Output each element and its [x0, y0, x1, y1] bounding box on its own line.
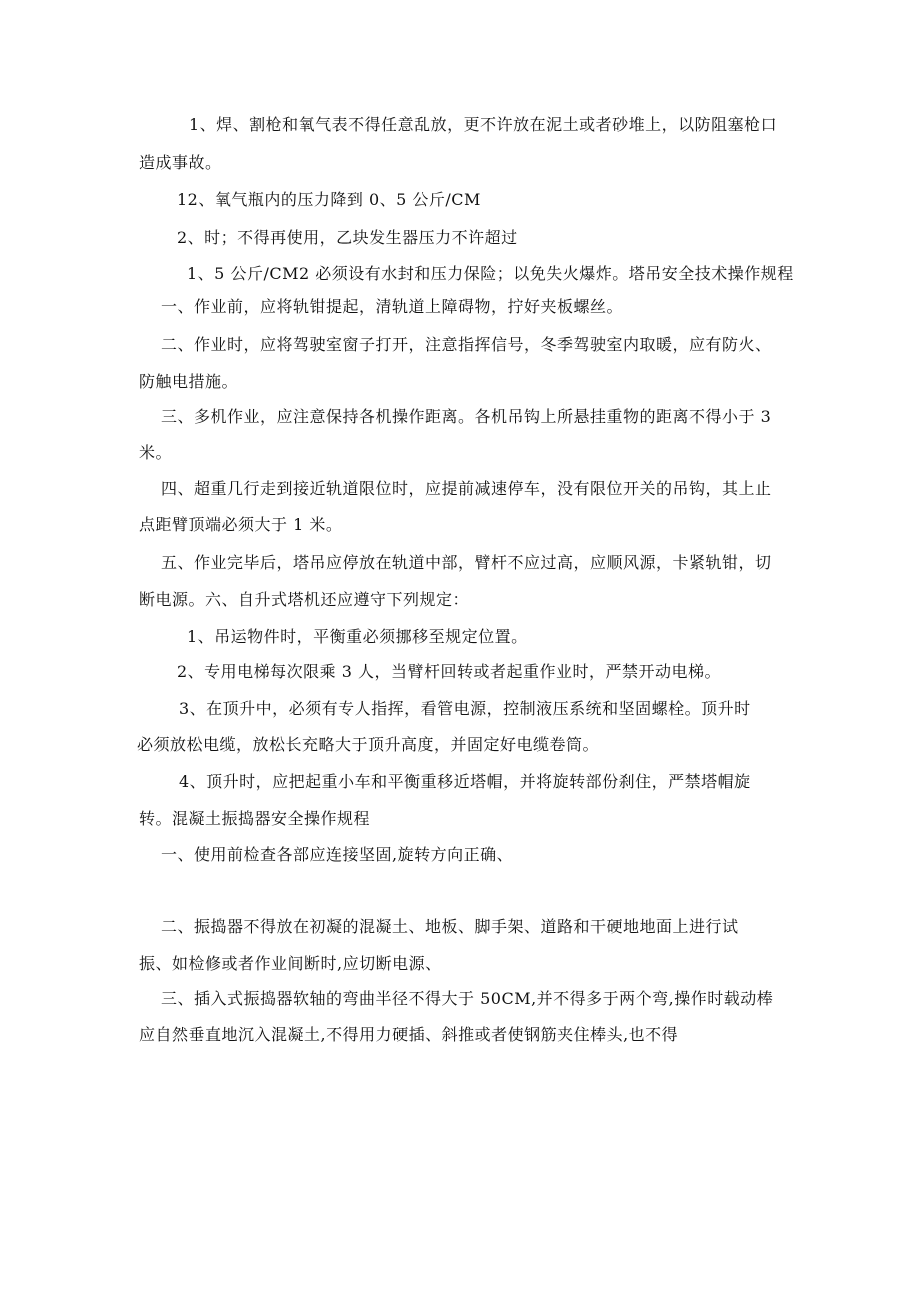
- text-line: 必须放松电缆，放松长充略大于顶升高度，并固定好电缆卷筒。: [137, 735, 600, 754]
- text-line: 1、焊、割枪和氧气表不得任意乱放，更不许放在泥土或者砂堆上，以防阻塞枪口: [189, 115, 778, 134]
- text-line: 一、使用前检查各部应连接坚固,旋转方向正确、: [161, 845, 514, 864]
- text-line: 米。: [139, 443, 173, 462]
- text-line: 二、振捣器不得放在初凝的混凝土、地板、脚手架、道路和干硬地地面上进行试: [161, 917, 739, 936]
- text-line: 五、作业完毕后，塔吊应停放在轨道中部，臂杆不应过高，应顺风源，卡紧轨钳，切: [161, 553, 772, 572]
- text-line: 造成事故。: [139, 153, 222, 172]
- text-line: 12、氧气瓶内的压力降到 0、5 公斤/CM: [177, 190, 481, 209]
- text-line: 4、顶升时，应把起重小车和平衡重移近塔帽，并将旋转部份刹住，严禁塔帽旋: [179, 772, 751, 791]
- text-line: 转。混凝土振捣器安全操作规程: [139, 809, 371, 828]
- text-line: 一、作业前，应将轨钳提起，清轨道上障碍物，拧好夹板螺丝。: [161, 297, 624, 316]
- text-line: 振、如检修或者作业间断时,应切断电源、: [139, 954, 442, 973]
- text-line: 1、5 公斤/CM2 必须设有水封和压力保险；以免失火爆炸。塔吊安全技术操作规程: [187, 264, 794, 283]
- text-line: 三、多机作业，应注意保持各机操作距离。各机吊钩上所悬挂重物的距离不得小于 3: [161, 407, 772, 426]
- text-line: 2、专用电梯每次限乘 3 人，当臂杆回转或者起重作业时，严禁开动电梯。: [177, 662, 722, 681]
- text-line: 点距臂顶端必须大于 1 米。: [139, 515, 343, 534]
- text-line: 2、时；不得再使用，乙块发生器压力不许超过: [177, 228, 518, 247]
- text-line: 3、在顶升中，必须有专人指挥，看管电源，控制液压系统和坚固螺栓。顶升时: [179, 699, 751, 718]
- text-line: 四、超重几行走到接近轨道限位时，应提前减速停车，没有限位开关的吊钩，其上止: [161, 479, 772, 498]
- text-line: 二、作业时，应将驾驶室窗子打开，注意指挥信号，冬季驾驶室内取暖，应有防火、: [161, 335, 772, 354]
- text-line: 防触电措施。: [139, 372, 239, 391]
- text-line: 应自然垂直地沉入混凝土,不得用力硬插、斜推或者使钢筋夹住棒头,也不得: [139, 1025, 679, 1044]
- text-line: 断电源。六、自升式塔机还应遵守下列规定：: [139, 590, 470, 609]
- text-line: 1、吊运物件时，平衡重必须挪移至规定位置。: [187, 627, 528, 646]
- text-line: 三、插入式振捣器软轴的弯曲半径不得大于 50CM,并不得多于两个弯,操作时载动棒: [161, 989, 774, 1008]
